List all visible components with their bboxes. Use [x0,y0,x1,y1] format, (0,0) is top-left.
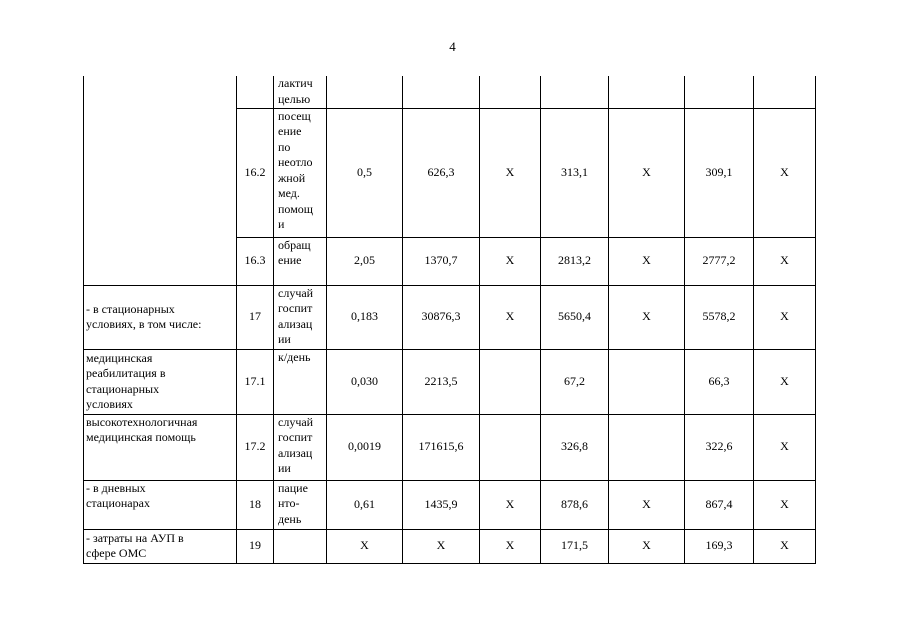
row-number: 16.3 [237,237,274,285]
value-cell: Х [754,237,816,285]
value-cell: 30876,3 [403,285,480,349]
unit-cell: к/день [274,349,327,414]
value-cell: 322,6 [685,414,754,480]
row-number: 19 [237,529,274,563]
value-cell [403,76,480,108]
value-cell: 626,3 [403,108,480,237]
row-description: медицинская реабилитация в стационарных условиях [84,349,237,414]
tariff-table [83,76,816,564]
row-description: - в дневных стационарах [84,480,237,529]
unit-cell [274,529,327,563]
value-cell: Х [609,108,685,237]
value-cell: Х [754,480,816,529]
value-cell: 309,1 [685,108,754,237]
table-row [84,529,816,563]
row-description: - в стационарных условиях, в том числе: [84,285,237,349]
row-number [237,76,274,108]
value-cell: 171615,6 [403,414,480,480]
unit-cell: посещ ение по неотло жной мед. помощ и [274,108,327,237]
value-cell: 0,5 [327,108,403,237]
value-cell: Х [480,480,541,529]
value-cell: 2813,2 [541,237,609,285]
value-cell: 66,3 [685,349,754,414]
table-row [84,480,816,529]
value-cell [609,76,685,108]
unit-cell: случай госпит ализац ии [274,414,327,480]
value-cell [685,76,754,108]
value-cell [480,76,541,108]
value-cell: Х [480,108,541,237]
value-cell: 5578,2 [685,285,754,349]
value-cell: 0,030 [327,349,403,414]
value-cell: Х [609,237,685,285]
table-row [84,76,816,108]
table-row [84,285,816,349]
table-row [84,349,816,414]
row-description [84,76,237,285]
value-cell: Х [480,237,541,285]
value-cell: Х [609,480,685,529]
unit-cell: обращ ение [274,237,327,285]
row-description: высокотехнологичная медицинская помощь [84,414,237,480]
value-cell: 2777,2 [685,237,754,285]
value-cell: 171,5 [541,529,609,563]
value-cell: Х [327,529,403,563]
value-cell: Х [609,529,685,563]
value-cell: 169,3 [685,529,754,563]
value-cell: 67,2 [541,349,609,414]
value-cell: Х [754,108,816,237]
value-cell: 5650,4 [541,285,609,349]
value-cell: 1435,9 [403,480,480,529]
value-cell: 867,4 [685,480,754,529]
value-cell: 0,0019 [327,414,403,480]
value-cell [541,76,609,108]
value-cell: Х [754,349,816,414]
value-cell: 0,61 [327,480,403,529]
value-cell: 313,1 [541,108,609,237]
value-cell: Х [480,529,541,563]
value-cell: 1370,7 [403,237,480,285]
value-cell [609,349,685,414]
value-cell: 2,05 [327,237,403,285]
row-description: - затраты на АУП в сфере ОМС [84,529,237,563]
value-cell: Х [609,285,685,349]
value-cell: 326,8 [541,414,609,480]
value-cell: Х [754,414,816,480]
value-cell: Х [754,529,816,563]
unit-cell: пацие нто- день [274,480,327,529]
row-number: 17 [237,285,274,349]
value-cell: Х [480,285,541,349]
row-number: 17.2 [237,414,274,480]
value-cell [480,414,541,480]
value-cell [480,349,541,414]
value-cell: 878,6 [541,480,609,529]
value-cell: Х [754,285,816,349]
value-cell: Х [403,529,480,563]
unit-cell: лактич целью [274,76,327,108]
value-cell: 0,183 [327,285,403,349]
page-number: 4 [449,39,456,54]
table-row [84,414,816,480]
value-cell [609,414,685,480]
value-cell: 2213,5 [403,349,480,414]
value-cell [327,76,403,108]
unit-cell: случай госпит ализац ии [274,285,327,349]
row-number: 17.1 [237,349,274,414]
row-number: 16.2 [237,108,274,237]
row-number: 18 [237,480,274,529]
value-cell [754,76,816,108]
